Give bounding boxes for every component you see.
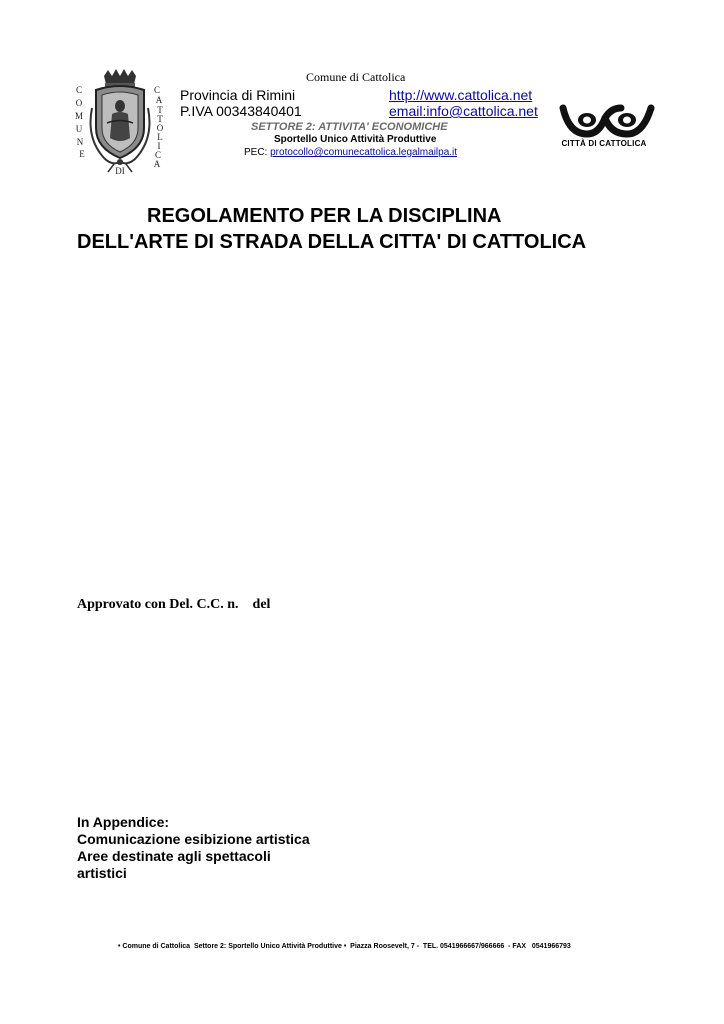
city-logo-text: CITTÀ DI CATTOLICA [561,139,647,148]
appendix-item: Comunicazione esibizione artistica [77,831,310,847]
comune-title: Comune di Cattolica [306,70,406,84]
email-link[interactable]: email:info@cattolica.net [389,103,538,119]
crest-letter: U [75,124,83,134]
crest-letter: C [153,85,160,95]
crest-letter: C [154,150,161,160]
document-title-line-2: DELL'ARTE DI STRADA DELLA CITTA' DI CATTOLICA [77,231,587,253]
settore-text: SETTORE 2: ATTIVITA' ECONOMICHE [251,121,448,133]
crest-letter: L [157,132,163,142]
sportello-text: Sportello Unico Attività Produttive [274,134,437,145]
pec-line [244,147,457,158]
comune-coat-of-arms [74,68,166,176]
crest-letter: O [156,123,164,133]
crest-letter: E [79,149,85,159]
crest-letter: A [153,159,161,169]
pec-link[interactable]: protocollo@comunecattolica.legalmailpa.it [270,147,458,158]
approval-text: Approvato con Del. C.C. n. del [77,597,271,612]
crest-letter: M [74,111,83,121]
page-footer: • Comune di Cattolica Settore 2: Sportello Unico Attività Produttive • Piazza Roosevelt, 7 - TEL. 0541966667/966666 - FAX 0541966793 [118,943,571,950]
crest-letter: I [157,141,161,151]
appendix-item: Aree destinate agli spettacoli [77,848,271,864]
appendix-item: artistici [77,865,127,881]
website-link[interactable]: http://www.cattolica.net [389,87,533,103]
provincia-text: Provincia di Rimini [180,87,296,103]
crest-letter: T [157,105,163,115]
crest-letter: T [157,114,163,124]
piva-text: P.IVA 00343840401 [180,103,302,119]
pec-label: PEC: [244,147,271,158]
crest-letter: O [75,98,83,108]
appendix-heading: In Appendice: [77,814,170,830]
appendix-section [77,814,310,882]
crest-letter: C [75,85,82,95]
document-title-line-1: REGOLAMENTO PER LA DISCIPLINA [147,205,502,227]
crest-letter: N [76,137,84,147]
crest-letter: A [155,95,163,105]
crest-bottom-text: DI [115,166,125,176]
